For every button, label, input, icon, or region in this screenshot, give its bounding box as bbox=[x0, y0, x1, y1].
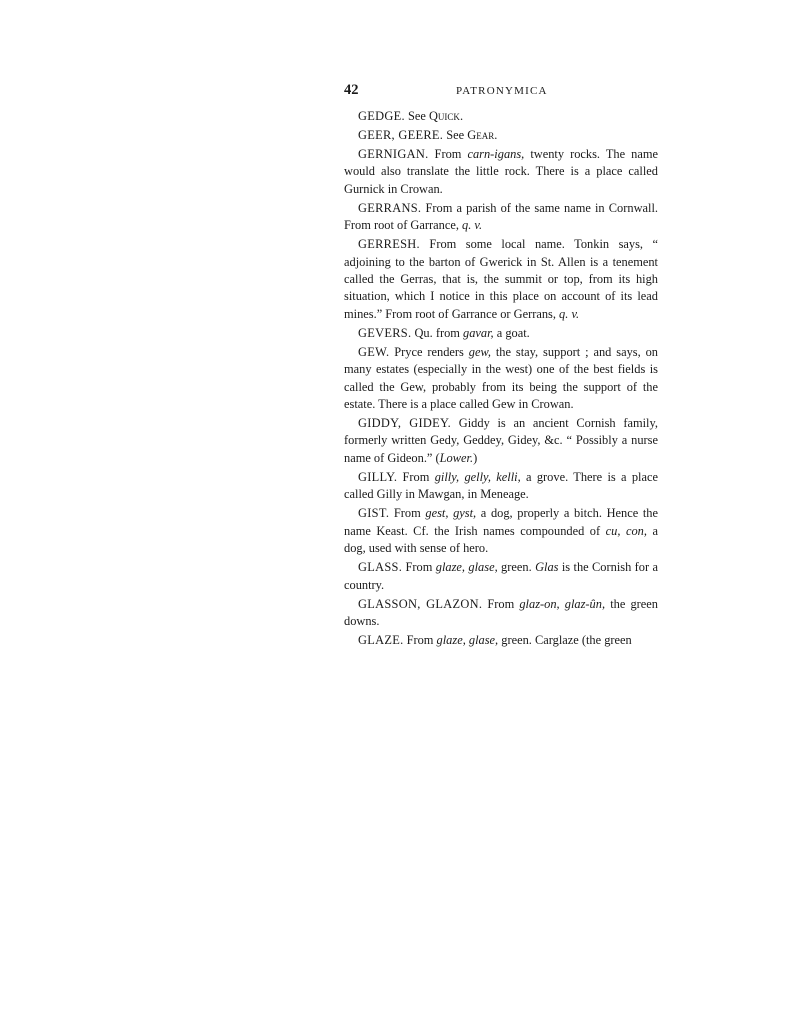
entry-text: ) bbox=[473, 450, 478, 465]
cross-reference: Gear bbox=[467, 128, 495, 142]
running-head: PATRONYMICA bbox=[456, 85, 548, 97]
headword: GERRESH. bbox=[358, 237, 420, 252]
entry-text: From bbox=[397, 469, 435, 484]
entry-text: See bbox=[404, 109, 429, 123]
entry-text: . bbox=[459, 109, 464, 123]
entry-glass bbox=[344, 559, 658, 594]
italic-term: glaze, glase, bbox=[435, 560, 498, 575]
headword: GEER, GEERE. bbox=[358, 128, 444, 142]
entry-gedge bbox=[344, 108, 658, 125]
headword: GEVERS. bbox=[358, 325, 412, 340]
entry-geer bbox=[344, 127, 658, 144]
italic-term: gilly, gelly, kelli, bbox=[434, 469, 521, 484]
headword: GEW. bbox=[358, 344, 390, 359]
entry-glaze bbox=[344, 632, 658, 649]
entry-text: . bbox=[494, 128, 498, 142]
headword: GLASS. bbox=[358, 560, 403, 575]
headword: GIST. bbox=[358, 506, 390, 521]
entry-text: the green downs. bbox=[344, 596, 658, 628]
entry-gist bbox=[344, 505, 658, 557]
entry-text: From bbox=[389, 506, 426, 521]
entry-text: a dog, properly a bitch. Hence the name Keast. Cf. the Irish names compounded of bbox=[344, 506, 658, 538]
entry-gevers bbox=[344, 325, 658, 342]
italic-term: q. v. bbox=[462, 218, 483, 233]
entry-text: From bbox=[403, 632, 437, 647]
entry-text: a grove. There is a place called Gilly in Mawgan, in Meneage. bbox=[344, 469, 659, 502]
entry-text: From bbox=[482, 596, 520, 611]
page-header bbox=[344, 82, 658, 104]
entry-text: green. Carglaze (the green bbox=[498, 632, 632, 647]
italic-term: q. v. bbox=[559, 306, 580, 321]
entry-gilly bbox=[344, 469, 658, 504]
italic-term: gavar, bbox=[463, 325, 494, 340]
page-number: 42 bbox=[344, 82, 359, 98]
entry-gerresh bbox=[344, 236, 658, 323]
entry-text: Giddy is an ancient Cornish family, formerly written Gedy, Geddey, Gidey, &c. “ Possibly a nurse name of Gideon.” ( bbox=[344, 416, 658, 465]
headword: GIDDY, GIDEY. bbox=[358, 416, 452, 431]
entry-gew bbox=[344, 344, 658, 414]
headword: GLASSON, GLAZON. bbox=[358, 596, 483, 611]
entry-text: a goat. bbox=[493, 325, 530, 340]
italic-term: glaz-on, glaz-ûn, bbox=[519, 596, 606, 611]
italic-term: glaze, glase, bbox=[436, 632, 499, 647]
headword: GLAZE. bbox=[358, 632, 404, 647]
italic-term: gew, bbox=[468, 344, 491, 359]
headword: GERNIGAN. bbox=[358, 147, 429, 161]
entry-text: twenty rocks. The name would also translate the little rock. There is a place called Gurnick in Crowan. bbox=[344, 147, 659, 196]
headword: GILLY. bbox=[358, 469, 398, 484]
entry-text: From bbox=[402, 560, 436, 575]
entry-text: the stay, support ; and says, on many estates (especially in the west) one of the best fields is called the Gew, probably from its being the support of the estate. There is a place called Gew in Crowan. bbox=[344, 344, 659, 412]
entry-gernigan bbox=[344, 146, 658, 198]
italic-term: Glas bbox=[535, 560, 559, 575]
entry-text: Qu. from bbox=[411, 325, 464, 340]
headword: GEDGE. bbox=[358, 109, 405, 123]
entry-giddy bbox=[344, 415, 658, 467]
italic-term: carn-igans, bbox=[467, 147, 525, 161]
italic-term: gest, gyst, bbox=[425, 506, 477, 521]
entry-text: Pryce renders bbox=[389, 344, 469, 359]
entry-gerrans bbox=[344, 200, 658, 235]
entry-text: green. bbox=[497, 560, 536, 575]
entry-text: From a parish of the same name in Cornwall. From root of Garrance, bbox=[344, 200, 658, 233]
italic-term: cu, con, bbox=[605, 523, 647, 538]
entry-text: is the Cornish for a country. bbox=[344, 560, 658, 592]
cross-reference: Quick bbox=[428, 109, 460, 123]
entry-text: From bbox=[428, 147, 468, 161]
entry-text: From some local name. Tonkin says, “ adjoining to the barton of Gwerick in St. Allen is a tenement called the Gerras, that is, the summit or top, from its high situation, which I notice in this place on account of its lead mines.” From root of Garrance or Gerrans, bbox=[344, 237, 658, 321]
book-page bbox=[344, 82, 658, 651]
entry-list bbox=[344, 108, 658, 649]
entry-text: See bbox=[443, 128, 468, 142]
headword: GERRANS. bbox=[358, 200, 422, 215]
entry-text: a dog, used with sense of hero. bbox=[344, 523, 658, 556]
italic-term: Lower. bbox=[439, 450, 474, 465]
entry-glasson bbox=[344, 596, 658, 631]
